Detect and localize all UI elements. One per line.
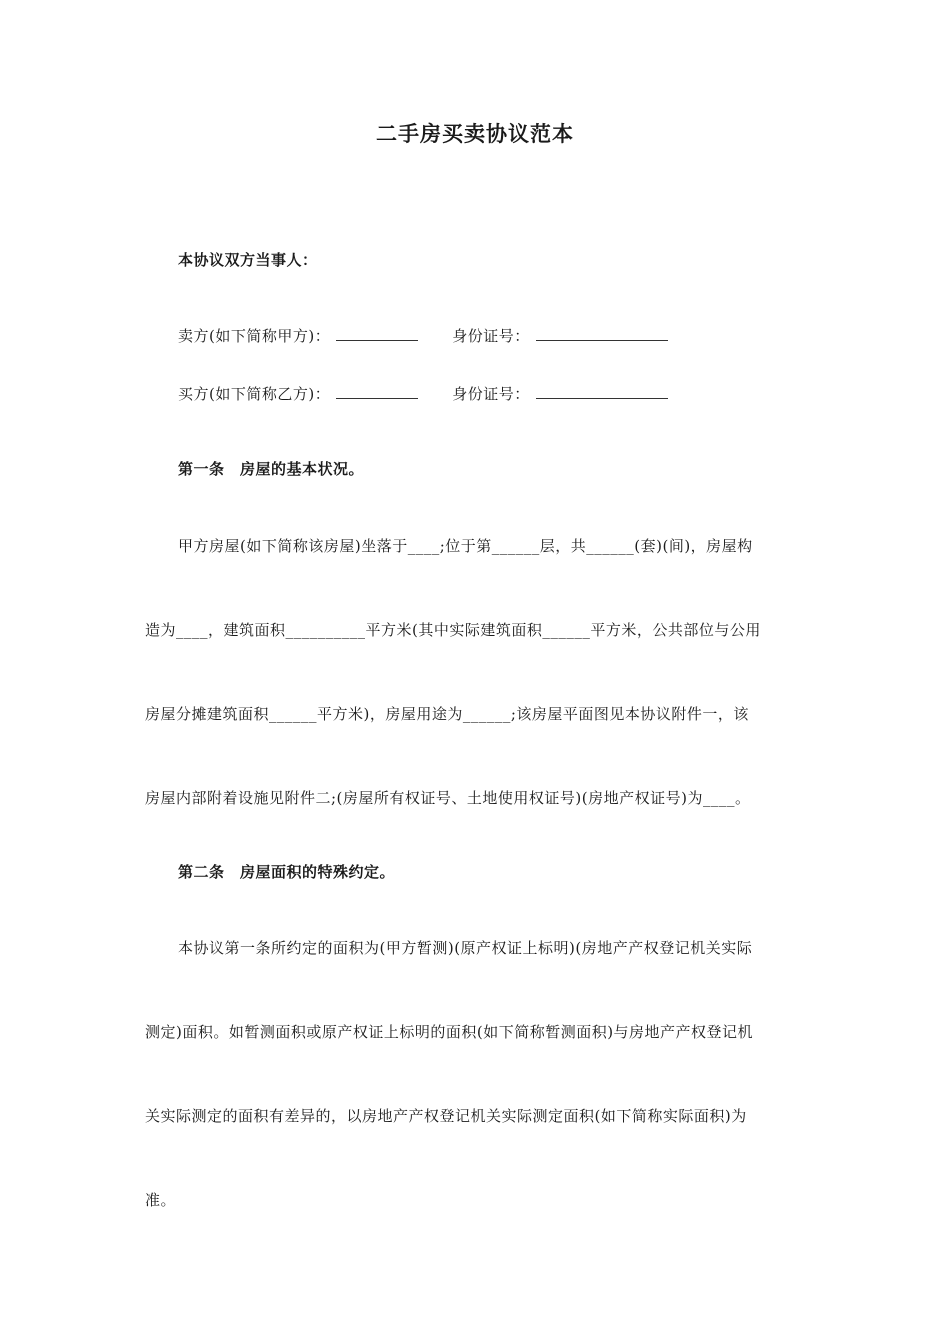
seller-label: 卖方(如下简称甲方)： <box>178 327 331 345</box>
article1-heading: 第一条 房屋的基本状况。 <box>178 460 365 478</box>
seller-row <box>178 325 668 346</box>
buyer-row <box>178 383 668 404</box>
article2-line: 本协议第一条所约定的面积为(甲方暂测)(原产权证上标明)(房地产产权登记机关实际 <box>178 939 753 957</box>
article1-line: 房屋内部附着设施见附件二;(房屋所有权证号、土地使用权证号)(房地产权证号)为____。 <box>145 789 751 807</box>
article1-line: 房屋分摊建筑面积______平方米)，房屋用途为______;该房屋平面图见本协议附件一，该 <box>145 705 749 723</box>
buyer-id-blank <box>536 384 668 399</box>
parties-intro: 本协议双方当事人： <box>178 251 318 269</box>
article2-heading: 第二条 房屋面积的特殊约定。 <box>178 863 396 881</box>
article1-line: 造为____，建筑面积__________平方米(其中实际建筑面积______平方米，公共部位与公用 <box>145 621 761 639</box>
article2-line: 准。 <box>145 1191 177 1209</box>
seller-name-blank <box>336 326 418 341</box>
document-title: 二手房买卖协议范本 <box>376 121 574 146</box>
buyer-id-label: 身份证号： <box>452 385 530 403</box>
article2-line: 关实际测定的面积有差异的，以房地产产权登记机关实际测定面积(如下简称实际面积)为 <box>145 1107 747 1125</box>
seller-id-blank <box>536 326 668 341</box>
buyer-name-blank <box>336 384 418 399</box>
seller-id-label: 身份证号： <box>452 327 530 345</box>
buyer-label: 买方(如下简称乙方)： <box>178 385 331 403</box>
article2-line: 测定)面积。如暂测面积或原产权证上标明的面积(如下简称暂测面积)与房地产产权登记机 <box>145 1023 754 1041</box>
article1-line: 甲方房屋(如下简称该房屋)坐落于____;位于第______层，共______(套)(间)，房屋构 <box>178 537 753 555</box>
